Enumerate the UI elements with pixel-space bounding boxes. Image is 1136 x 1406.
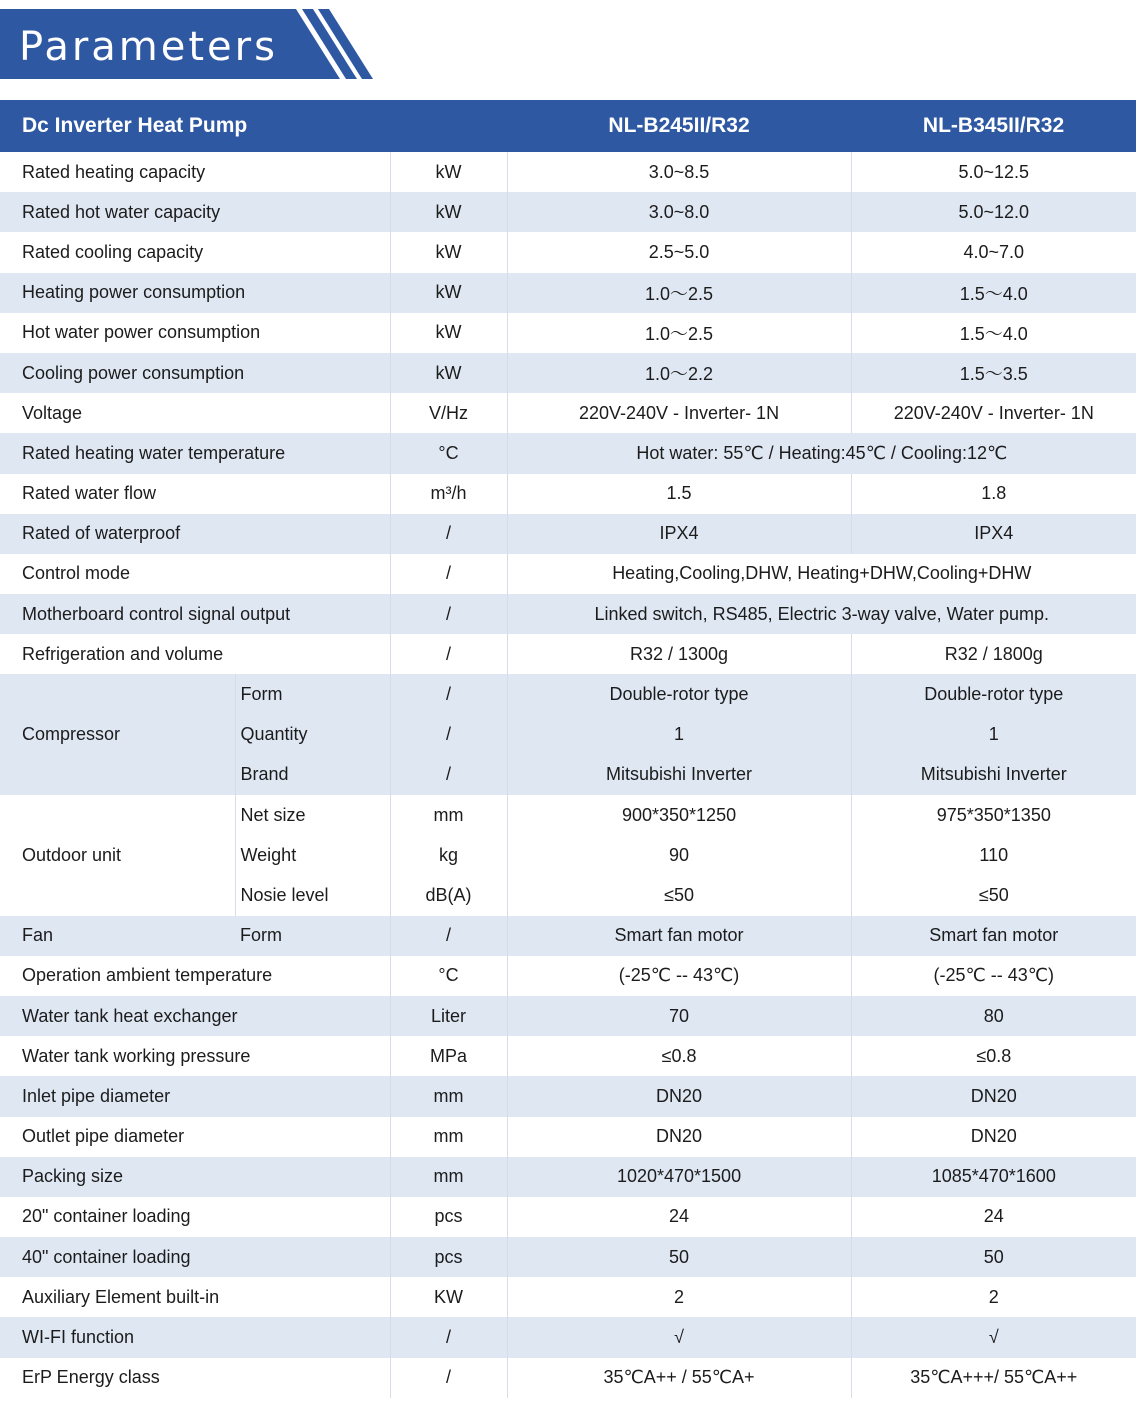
param-unit: kW xyxy=(390,353,507,393)
outdoor-unit-group-label: Outdoor unit xyxy=(0,795,235,916)
param-sub-label: Nosie level xyxy=(235,875,390,915)
param-label: Hot water power consumption xyxy=(0,313,390,353)
param-label: Rated of waterproof xyxy=(0,514,390,554)
param-value-model-1: DN20 xyxy=(507,1117,851,1157)
param-label: Cooling power consumption xyxy=(0,353,390,393)
param-unit: kW xyxy=(390,192,507,232)
param-unit: pcs xyxy=(390,1237,507,1277)
param-value-model-2: 35℃A+++/ 55℃A++ xyxy=(910,1367,1078,1388)
param-value-model-1: 1 xyxy=(507,715,851,755)
table-row xyxy=(0,1237,1136,1277)
param-unit: kW xyxy=(390,232,507,272)
table-row xyxy=(0,152,1136,192)
param-value-model-2: 5.0~12.0 xyxy=(851,192,1136,232)
param-value-model-1: IPX4 xyxy=(507,514,851,554)
param-value-model-2: 1.5～3.5 xyxy=(851,353,1136,393)
param-unit: / xyxy=(390,1358,507,1398)
param-value-model-2: IPX4 xyxy=(851,514,1136,554)
param-value-model-2: 50 xyxy=(851,1237,1136,1277)
header-model-1: NL-B245II/R32 xyxy=(507,100,851,152)
param-value-model-1: 3.0~8.5 xyxy=(507,152,851,192)
table-row xyxy=(0,273,1136,313)
param-value-model-2: 80 xyxy=(851,996,1136,1036)
param-label: Packing size xyxy=(0,1157,390,1197)
param-value-model-2: Mitsubishi Inverter xyxy=(851,755,1136,795)
param-label: Inlet pipe diameter xyxy=(0,1076,390,1116)
fan-group-label: Fan xyxy=(0,916,235,956)
table-row xyxy=(0,1317,1136,1357)
param-value-model-2: ≤0.8 xyxy=(976,1045,1012,1066)
param-unit: / xyxy=(390,755,507,795)
table-row xyxy=(0,514,1136,554)
param-unit: kW xyxy=(390,273,507,313)
param-value-model-2: 1 xyxy=(851,715,1136,755)
param-value-model-2: ≤50 xyxy=(978,884,1009,905)
param-value-model-1: 70 xyxy=(507,996,851,1036)
table-row xyxy=(0,313,1136,353)
param-value-model-1: Mitsubishi Inverter xyxy=(507,755,851,795)
param-sub-label: Brand xyxy=(235,755,390,795)
table-row xyxy=(0,1157,1136,1197)
param-value-model-1: 220V-240V - Inverter- 1N xyxy=(507,393,851,433)
param-value-model-1: 24 xyxy=(507,1197,851,1237)
param-label: Auxiliary Element built-in xyxy=(0,1277,390,1317)
table-row xyxy=(0,433,1136,473)
param-unit: dB(A) xyxy=(390,875,507,915)
param-label: WI-FI function xyxy=(0,1317,390,1357)
param-value-model-2: 1085*470*1600 xyxy=(851,1157,1136,1197)
table-row xyxy=(0,1277,1136,1317)
param-value-model-2: Double-rotor type xyxy=(851,674,1136,714)
param-sub-label: Quantity xyxy=(235,715,390,755)
param-unit: KW xyxy=(390,1277,507,1317)
param-unit: mm xyxy=(390,1076,507,1116)
table-row xyxy=(0,232,1136,272)
param-sub-label: Weight xyxy=(235,835,390,875)
param-label: Water tank heat exchanger xyxy=(0,996,390,1036)
param-label: Rated heating water temperature xyxy=(0,433,390,473)
table-row xyxy=(0,674,1136,714)
table-header-row xyxy=(0,100,1136,152)
param-value-shared: Linked switch, RS485, Electric 3-way valve, Water pump. xyxy=(507,594,1136,634)
param-unit: kW xyxy=(390,313,507,353)
param-label: 20" container loading xyxy=(0,1197,390,1237)
param-value-model-1: 2 xyxy=(507,1277,851,1317)
param-value-model-2: 2 xyxy=(988,1286,999,1307)
param-unit: / xyxy=(390,1317,507,1357)
param-label: 40" container loading xyxy=(0,1237,390,1277)
table-row xyxy=(0,1358,1136,1398)
param-value-model-2: DN20 xyxy=(970,1126,1017,1147)
table-row xyxy=(0,795,1136,835)
param-value-model-2: R32 / 1800g xyxy=(944,643,1043,664)
param-value-model-1: 3.0~8.0 xyxy=(507,192,851,232)
param-value-model-2: 1.8 xyxy=(981,483,1007,504)
param-value-model-2: DN20 xyxy=(851,1076,1136,1116)
param-label: Outlet pipe diameter xyxy=(0,1117,390,1157)
param-value-model-2: 5.0~12.5 xyxy=(958,161,1030,182)
param-value-model-1: ≤0.8 xyxy=(507,1036,851,1076)
param-unit: mm xyxy=(390,1157,507,1197)
param-value-model-1: √ xyxy=(507,1317,851,1357)
param-unit: mm xyxy=(390,795,507,835)
param-value-model-2: √ xyxy=(851,1317,1136,1357)
param-value-model-1: Smart fan motor xyxy=(507,916,851,956)
parameters-table xyxy=(0,100,1136,1398)
param-value-model-1: Double-rotor type xyxy=(507,674,851,714)
param-label: Rated cooling capacity xyxy=(0,232,390,272)
param-value-model-2: 1.5～4.0 xyxy=(851,273,1136,313)
param-value-shared: Heating,Cooling,DHW, Heating+DHW,Cooling+DHW xyxy=(612,563,1032,584)
param-value-model-2: 24 xyxy=(983,1206,1004,1227)
param-label: Operation ambient temperature xyxy=(0,956,390,996)
header-product-type: Dc Inverter Heat Pump xyxy=(0,100,507,152)
param-unit: / xyxy=(390,634,507,674)
param-label: Control mode xyxy=(0,554,390,594)
param-unit: / xyxy=(390,674,507,714)
param-unit: pcs xyxy=(390,1197,507,1237)
param-value-model-2: Smart fan motor xyxy=(851,916,1136,956)
param-unit: / xyxy=(390,715,507,755)
param-label: Water tank working pressure xyxy=(0,1036,390,1076)
param-value-model-1: 90 xyxy=(507,835,851,875)
title-banner xyxy=(0,9,380,79)
table-row xyxy=(0,1036,1136,1076)
param-value-model-2: (-25℃ -- 43℃) xyxy=(933,965,1054,986)
param-sub-label: Form xyxy=(235,916,390,956)
param-value-model-1: 1.0～2.2 xyxy=(507,353,851,393)
param-unit: / xyxy=(390,514,507,554)
param-value-model-1: (-25℃ -- 43℃) xyxy=(507,956,851,996)
param-unit: m³/h xyxy=(390,474,507,514)
param-unit: °C xyxy=(390,956,507,996)
param-value-model-2: 975*350*1350 xyxy=(936,804,1051,825)
param-unit: mm xyxy=(390,1117,507,1157)
param-value-model-1: ≤50 xyxy=(507,875,851,915)
param-label: Rated heating capacity xyxy=(0,152,390,192)
param-unit: kg xyxy=(390,835,507,875)
param-value-model-1: 50 xyxy=(507,1237,851,1277)
param-label: Voltage xyxy=(0,393,390,433)
param-sub-label: Net size xyxy=(235,795,390,835)
compressor-group-label: Compressor xyxy=(0,674,235,795)
table-row xyxy=(0,393,1136,433)
param-label: ErP Energy class xyxy=(0,1358,390,1398)
param-unit: / xyxy=(390,594,507,634)
table-row xyxy=(0,1076,1136,1116)
table-row xyxy=(0,474,1136,514)
table-row xyxy=(0,353,1136,393)
param-unit: / xyxy=(390,916,507,956)
param-label: Rated water flow xyxy=(0,474,390,514)
param-value-model-2: 4.0~7.0 xyxy=(963,241,1025,262)
param-unit: / xyxy=(390,554,507,594)
table-row xyxy=(0,192,1136,232)
param-value-model-1: 1.0～2.5 xyxy=(507,273,851,313)
param-value-model-2: 110 xyxy=(979,844,1009,865)
param-unit: Liter xyxy=(390,996,507,1036)
param-sub-label: Form xyxy=(235,674,390,714)
table-row xyxy=(0,1197,1136,1237)
param-unit: V/Hz xyxy=(390,393,507,433)
param-value-model-1: DN20 xyxy=(507,1076,851,1116)
param-value-model-1: 900*350*1250 xyxy=(507,795,851,835)
param-value-model-1: 2.5~5.0 xyxy=(507,232,851,272)
param-value-model-2: 1.5～4.0 xyxy=(959,323,1028,344)
table-row xyxy=(0,996,1136,1036)
param-unit: MPa xyxy=(390,1036,507,1076)
param-value-model-1: R32 / 1300g xyxy=(507,634,851,674)
param-value-model-1: 1.5 xyxy=(507,474,851,514)
param-value-model-1: 1.0～2.5 xyxy=(507,313,851,353)
table-row xyxy=(0,594,1136,634)
param-value-shared: Hot water: 55℃ / Heating:45℃ / Cooling:12℃ xyxy=(507,433,1136,473)
param-label: Rated hot water capacity xyxy=(0,192,390,232)
header-model-2: NL-B345II/R32 xyxy=(851,100,1136,152)
param-unit: kW xyxy=(390,152,507,192)
param-value-model-1: 35℃A++ / 55℃A+ xyxy=(507,1358,851,1398)
param-label: Refrigeration and volume xyxy=(0,634,390,674)
param-label: Heating power consumption xyxy=(0,273,390,313)
table-row xyxy=(0,956,1136,996)
table-row xyxy=(0,634,1136,674)
param-value-model-2: 220V-240V - Inverter- 1N xyxy=(893,402,1094,423)
table-row xyxy=(0,554,1136,594)
table-row xyxy=(0,1117,1136,1157)
param-label: Motherboard control signal output xyxy=(0,594,390,634)
table-row xyxy=(0,916,1136,956)
param-value-model-1: 1020*470*1500 xyxy=(507,1157,851,1197)
param-unit: °C xyxy=(390,433,507,473)
page-title: Parameters xyxy=(19,24,278,70)
